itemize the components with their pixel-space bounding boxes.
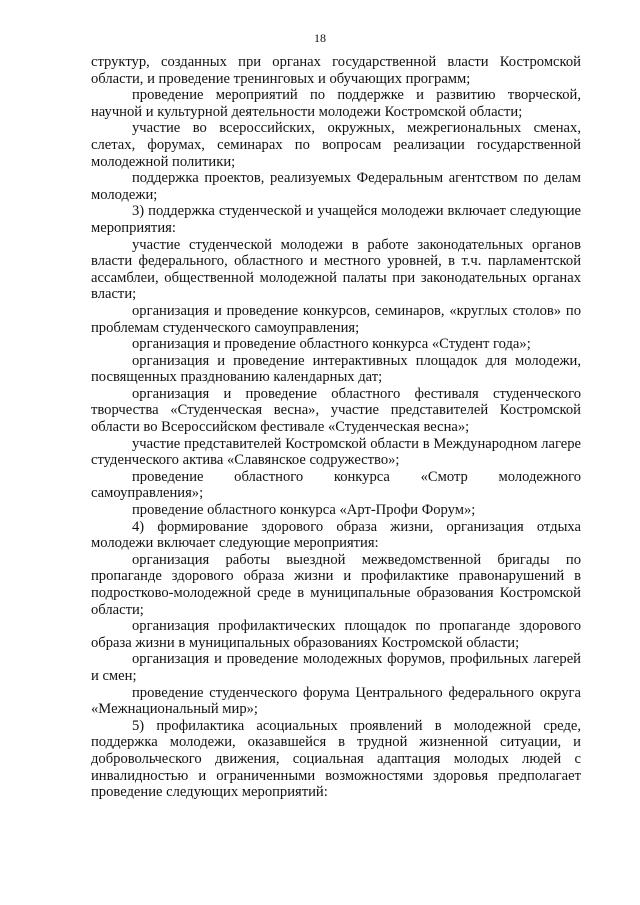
paragraph: участие представителей Костромской области в Международном лагере студенческого актива «Славянское содружество»; <box>91 435 581 469</box>
page-number: 18 <box>314 31 326 45</box>
paragraph: организация и проведение областного фестиваля студенческого творчества «Студенческая весна», участие представителей Костромской области во Всероссийском фестивале «Студенческая весна»; <box>91 385 581 436</box>
paragraph: 4) формирование здорового образа жизни, организация отдыха молодежи включает следующие мероприятия: <box>91 518 581 552</box>
paragraph: проведение областного конкурса «Арт-Профи Форум»; <box>132 502 476 519</box>
paragraph: 5) профилактика асоциальных проявлений в молодежной среде, поддержка молодежи, оказавшейся в трудной жизненной ситуации, и добровольческого движения, социальная адаптация молодых людей с инвалидностью и ограниченными возможностями здоровья предполагает проведение следующих мероприятий: <box>91 717 581 801</box>
paragraph: проведение мероприятий по поддержке и развитию творческой, научной и культурной деятельности молодежи Костромской области; <box>91 87 581 120</box>
paragraph: организация и проведение интерактивных площадок для молодежи, посвященных празднованию календарных дат; <box>91 352 581 386</box>
paragraph: участие студенческой молодежи в работе законодательных органов власти федерального, областного и местного уровней, в т.ч. парламентской ассамблеи, общественной молодежной палаты при законодательных органах власти; <box>91 236 581 303</box>
paragraph: поддержка проектов, реализуемых Федеральным агентством по делам молодежи; <box>91 170 581 203</box>
paragraph: организация работы выездной межведомственной бригады по пропаганде здорового образа жизни и профилактике правонарушений в подростково-молодежной среде в муниципальные образования Костромской области; <box>91 551 581 618</box>
paragraph: 3) поддержка студенческой и учащейся молодежи включает следующие мероприятия: <box>91 203 581 236</box>
paragraph: структур, созданных при органах государственной власти Костромской области, и проведение тренинговых и обучающих программ; <box>91 54 581 87</box>
paragraph: организация и проведение областного конкурса «Студент года»; <box>132 336 531 353</box>
paragraph: участие во всероссийских, окружных, межрегиональных сменах, слетах, форумах, семинарах по вопросам реализации государственной молодежной политики; <box>91 120 581 170</box>
paragraph: проведение областного конкурса «Смотр молодежного самоуправления»; <box>91 468 581 502</box>
paragraph: проведение студенческого форума Центрального федерального округа «Межнациональный мир»; <box>91 684 581 718</box>
document-body <box>91 54 581 801</box>
paragraph: организация профилактических площадок по пропаганде здорового образа жизни в муниципальных образованиях Костромской области; <box>91 618 581 651</box>
paragraph: организация и проведение молодежных форумов, профильных лагерей и смен; <box>91 651 581 684</box>
paragraph: организация и проведение конкурсов, семинаров, «круглых столов» по проблемам студенческого самоуправления; <box>91 302 581 336</box>
